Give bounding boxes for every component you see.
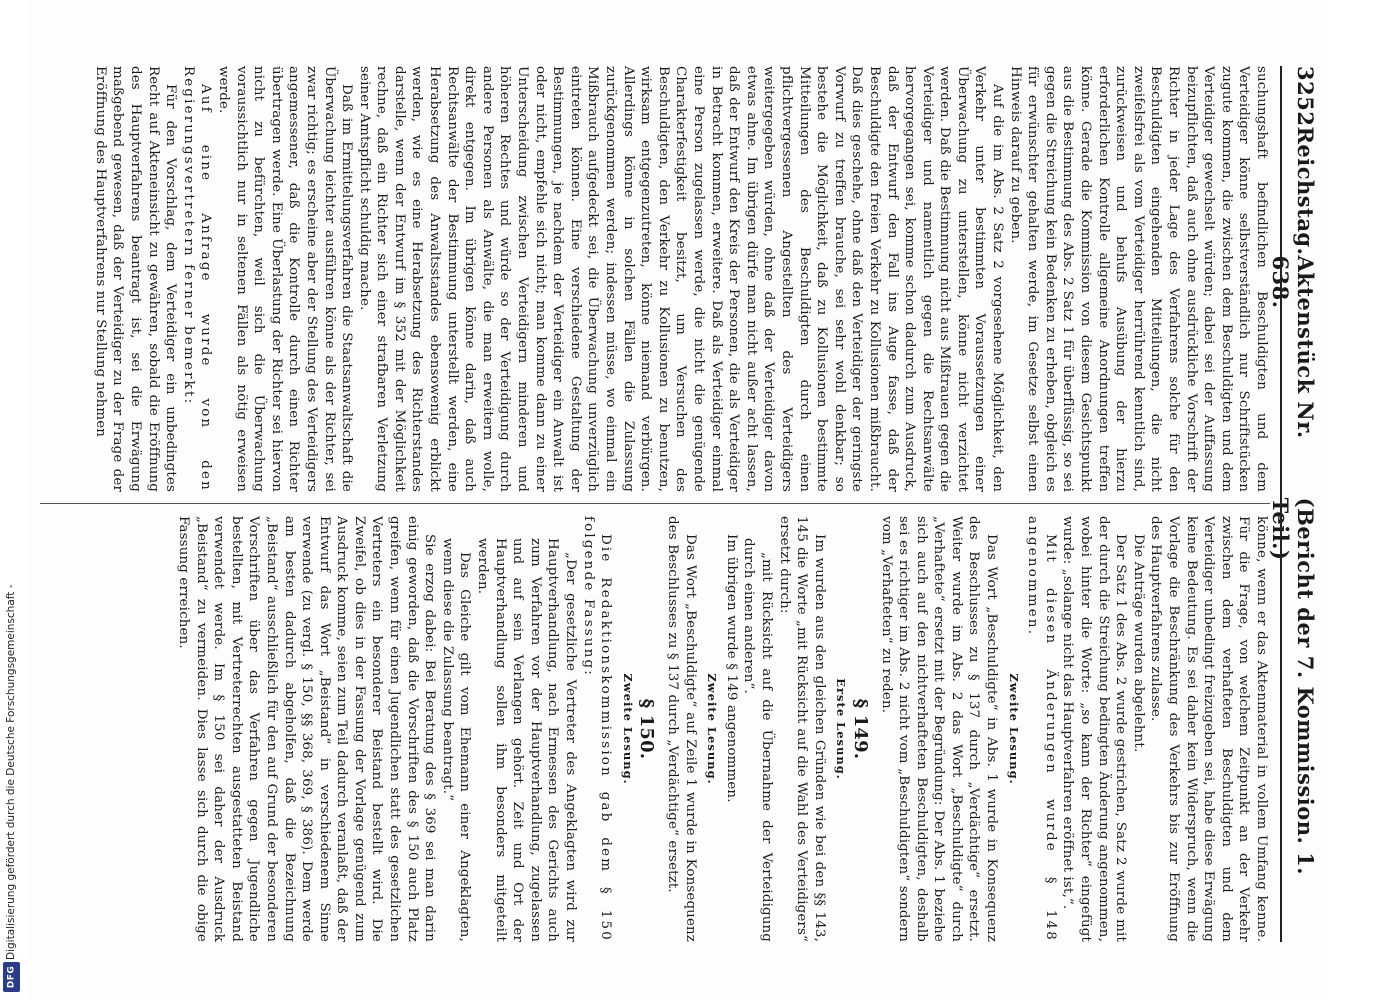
right-paragraph-3: Der Satz 1 des Abs. 2 wurde gestrichen, Satz 2 wurde mit der durch die Streichung bedingten Änderung angenommen, wobei hinter die Worte: „so kann der Richter“ eingefügt wurde: „solange nicht das Hauptverfahren eröffnet ist,“. — [1060, 516, 1129, 942]
left-paragraph-5: Für den Vorschlag, dem Verteidiger ein unbedingtes Recht auf Akteneinsicht zu gewähren, sobald die Eröffnung des Hauptverfahrens beantragt ist, sei die Erwägung maßgebend gewesen, daß der Verteidiger zu der Frage der Eröffnung des Hauptverfahrens nur Stellung nehmen — [92, 66, 179, 492]
quote-3: Das Gleiche gilt vom Ehemann einer Angeklagten, wenn diese die Zulassung beantragt.“ — [439, 538, 473, 942]
right-paragraph-4: Mit diesen Änderungen wurde § 148 angenommen. — [1025, 516, 1058, 942]
digitization-sidebar — [0, 0, 24, 1000]
subheading-zweite-lesung-149: Zweite Lesung. — [705, 673, 720, 785]
right-column — [40, 516, 1270, 942]
dfg-logo-icon — [3, 962, 20, 992]
page-header — [1268, 66, 1318, 942]
quote-2: „Der gesetzliche Vertreter des Angeklagten wird zur Hauptverhandlung, nach Ermessen des Gerichts auch zum Verfahren vor der Hauptverhandlung, zugelassen und auf sein Verlangen gehört. Zeit und Ort der Hauptverhandlung sollen ihm besonders mitgeteilt werden. — [475, 538, 579, 942]
right-paragraph-8: Das Wort „Beschuldigte“ auf Zeile 1 wurde in Konsequenz des Beschlusses zu § 137 durch „Verdächtige“ ersetzt. — [665, 516, 698, 942]
section-heading-149: § 149. — [849, 698, 871, 760]
header-rule — [1280, 66, 1282, 942]
dfg-logo-text: DFG — [6, 965, 17, 989]
right-paragraph-1: könne, wenn er das Aktenmaterial in vollem Umfang kenne. Für die Frage, von welchem Zeitpunkt an der Verkehr zwischen dem verhafteten Beschuldigten und dem Verteidiger unbedingt freizugeben sei, habe diese Erwägung keine Bedeutung. Es sei daher kein Widerspruch, wenn die Vorlage die Beschränkung des Verkehrs bis zur Eröffnung des Hauptverfahrens zulasse. — [1148, 516, 1269, 942]
right-paragraph-7: Im übrigen wurde § 149 angenommen. — [723, 534, 739, 803]
subheading-zweite-lesung-150: Zweite Lesung. — [620, 673, 635, 785]
right-paragraph-6: Im wurden aus den gleichen Gründen wie bei den §§ 143, 145 die Worte „mit Rücksicht auf die Wahl des Verteidigers“ ersetzt durch: — [776, 516, 827, 942]
right-paragraph-10: Sie erzog dabei: Bei Beratung des § 369 sei man darin einig geworden, daß die Vorschriften des § 150 auch Platz greifen, wenn für einen Jugendlichen statt des gesetzlichen Vertreters ein besonderer Beistand bestellt wird. Die Zweifel, ob dies in der Fassung der Vorlage genügend zum Ausdruck komme, seien zum Teil dadurch veranlaßt, daß der Entwurf das Wort „Beistand“ in verschiedenem Sinne verwende (zu vergl. § 150, §§ 368, 369, § 386). Dem werde am besten dadurch abgeholfen, daß die Bezeichnung „Beistand“ ausschließlich für den auf Grund der besonderen Vorschriften über das Verfahren gegen Jugendliche bestellten, mit Vertreterrechten ausgestatteten Beistand verwendet werde. Im § 150 sei daher der Ausdruck „Beistand“ zu vermeiden. Dies lasse sich durch die obige Fassung erreichen. — [175, 516, 438, 942]
left-paragraph-4: Auf eine Anfrage wurde von den Regierungsvertretern ferner bemerkt: — [180, 66, 214, 492]
publication-name: Reichstag. — [1293, 126, 1318, 256]
left-paragraph-1: suchungshaft befindlichen Beschuldigten und dem Verteidiger könne selbstverständlich nur Schriftstücken zugute kommen, die zwischen dem Beschuldigten und dem Verteidiger gewechselt würden; dabei sei der Auffassung beizupflichten, daß auch ohne ausdrückliche Vorschrift der Richter in jeder Lage des Verfahrens solche für den Beschuldigten eingehenden Mitteilungen, die nicht zweifelsfrei als vom Verteidiger herrührend kenntlich sind, zurückweisen und behufs Ausübung der hierzu erforderlichen Kontrolle allgemeine Anordnungen treffen könne. Gerade die Kommission von diesem Gesichtspunkt aus die Bestimmung des Abs. 2 Satz 1 für überflüssig, so sei gegen die Streichung kein Bedenken zu erheben, obgleich es für erwünschter gehalten werde, im Gesetze selbst einen Hinweis darauf zu geben. — [1007, 66, 1269, 492]
column-divider — [40, 503, 1270, 504]
page-number: 3252 — [1293, 66, 1318, 127]
rotated-document-page — [28, 0, 1328, 1000]
right-paragraph-5: Das Wort „Beschuldigte“ in Abs. 1 wurde in Konsequenz des Beschlusses zu § 137 durch „Verdächtige“ ersetzt. Weiter wurde im Abs. 2 das Wort „Beschuldigte“ durch „Verhaftete“ ersetzt mit der Begründung: Der Abs. 1 beziehe sich auch auf den nichtverhafteten Beschuldigten, deshalb sei es richtiger im Abs. 2 nicht vom „Beschuldigten“ sondern vom „Verhafteten“ zu reden. — [878, 516, 1000, 942]
subheading-zweite-lesung-148: Zweite Lesung. — [1006, 673, 1021, 785]
digitization-credit: Digitalisierung gefördert durch die Deutsche Forschungsgemeinschaft - — [5, 584, 17, 960]
right-paragraph-9: Die Redaktionskommission gab dem § 150 folgende Fassung: — [580, 516, 614, 942]
document-number: Aktenstück Nr. 638. — [1268, 255, 1318, 439]
right-paragraph-2: Die Anträge wurden abgelehnt. — [1130, 534, 1146, 753]
left-column — [40, 66, 1270, 492]
subheading-erste-lesung-149: Erste Lesung. — [834, 678, 849, 780]
quote-1: „mit Rücksicht auf die Übernahme der Verteidigung durch einen anderen“. — [741, 538, 774, 942]
left-paragraph-3: Daß im Ermittelungsverfahren die Staatsanwaltschaft die Überwachung leichter ausführen könne als der Richter, sei zwar richtig; es erscheine aber der Stellung des Verteidigers angemessener, daß die Kontrolle durch einen Richter übertragen werde. Eine Überlastung der Richter sei hiervon nicht zu befürchten, weil sich die Überwachung voraussichtlich nur in seltenen Fällen als nötig erweisen werde. — [215, 66, 355, 492]
report-title: (Bericht der 7. Kommission. 1. Teil.) — [1268, 497, 1318, 876]
section-heading-150: § 150. — [636, 698, 658, 760]
left-paragraph-2: Auf die im Abs. 2 Satz 2 vorgesehene Möglichkeit, den Verkehr unter bestimmten Voraussetzungen einer Überwachung zu unterstellen, könne nicht verzichtet werden. Daß die Bestimmung nicht aus Mißtrauen gegen die Verteidiger und namentlich gegen die Rechtsanwälte hervorgegangen sei, komme schon dadurch zum Ausdruck, daß der Entwurf den Fall ins Auge fasse, daß der Beschuldigte den freien Verkehr zu Kollusionen mißbraucht. Daß dies geschehe, ohne daß den Verteidiger der geringste Vorwurf zu treffen brauche, sei sehr wohl denkbar; so bestehe die Möglichkeit, daß zu Kollusionen bestimmte Mitteilungen des Beschuldigten durch einen pflichtvergessenen Angestellten des Verteidigers weitergegeben würden, ohne daß der Verteidiger davon etwas ahne. Im übrigen dürfe man nicht außer acht lassen, daß der Entwurf den Kreis der Personen, die als Verteidiger in Betracht kommen, erweitere. Daß als Verteidiger einmal eine Person zugelassen werde, die nicht die genügende Charakterfestigkeit besitzt, um Versuchen des Beschuldigten, den Verkehr zu Kollusionen zu benutzen, wirksam entgegenzutreten, könne niemand verbürgen. Allerdings könne in solchen Fällen die Zulassung zurückgenommen werden; indessen müsse, wo einmal ein Mißbrauch aufgedeckt sei, die Überwachung unverzüglich eintreten können. Eine verschiedene Gestaltung der Bestimmungen, je nachdem der Verteidiger ein Anwalt ist oder nicht, empfehle sich nicht; man komme dann zu einer Unterscheidung zwischen Verteidigern minderen und höheren Rechtes und würde so der Verteidigung durch andere Personen als Anwälte, die man erweitern wolle, direkt entgegen. Im übrigen könne darin, daß auch Rechtsanwälte der Bestimmung unterstellt werden, eine Herabsetzung des Anwaltsstandes ebensowenig erblickt werden, wie es eine Herabsetzung des Richterstandes darstelle, wenn der Entwurf im § 352 mit der Möglichkeit rechne, daß ein Richter sich einer strafbaren Verletzung seiner Amtspflicht schuldig mache. — [356, 66, 1006, 492]
